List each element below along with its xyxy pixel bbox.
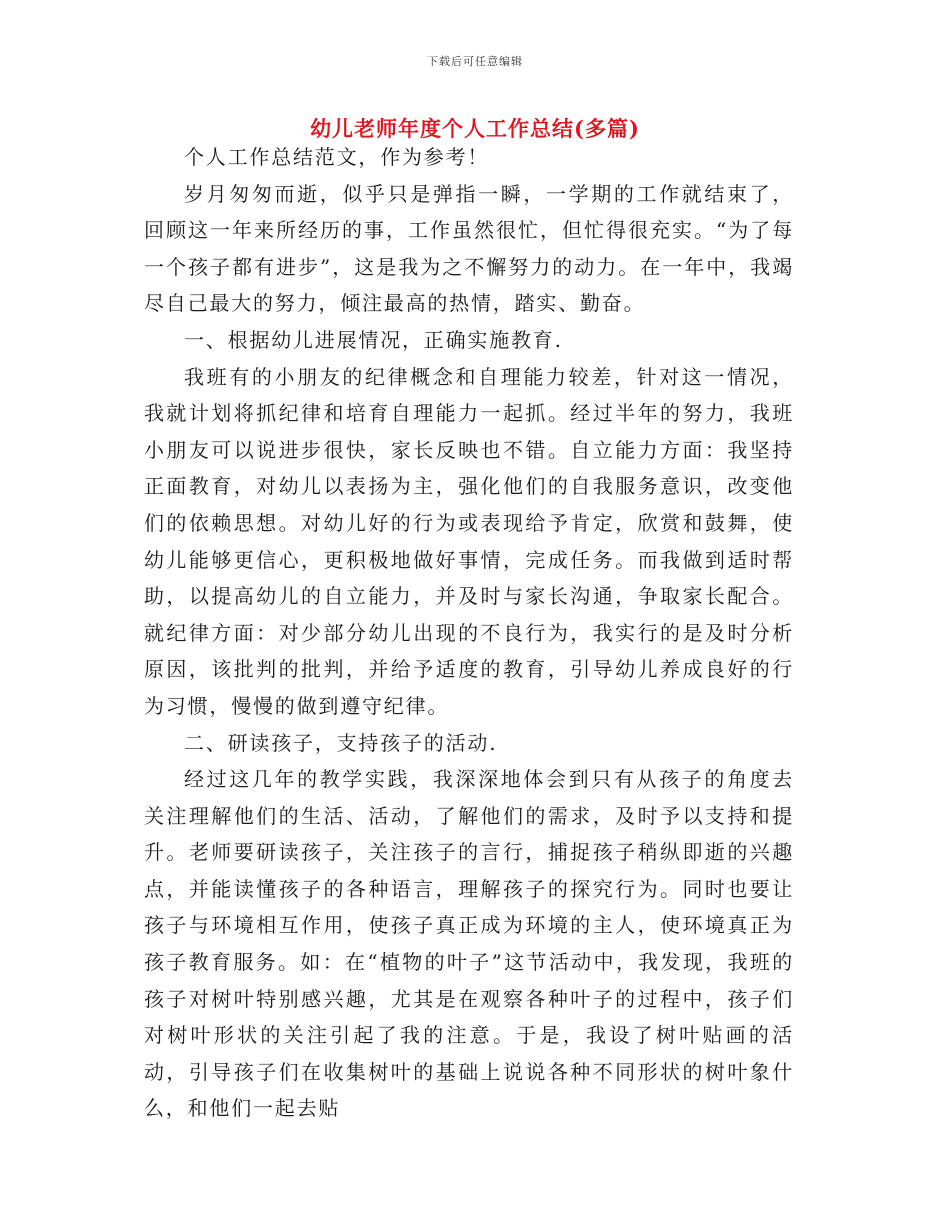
intro-paragraph: 个人工作总结范文，作为参考！ <box>184 145 490 169</box>
body-paragraph: 我班有的小朋友的纪律概念和自理能力较差，针对这一情况，我就计划将抓纪律和培育自理能力一起抓。经过半年的努力，我班小朋友可以说进步很快，家长反映也不错。自立能力方面：我坚持正面教育，对幼儿以表扬为主，强化他们的自我服务意识，改变他们的依赖思想。对幼儿好的行为或表现给予肯定，欣赏和鼓舞，使幼儿能够更信心，更积极地做好事情，完成任务。而我做到适时帮助，以提高幼儿的自立能力，并及时与家长沟通，争取家长配合。就纪律方面：对少部分幼儿出现的不良行为，我实行的是及时分析原因，该批判的批判，并给予适度的教育，引导幼儿养成良好的行为习惯，慢慢的做到遵守纪律。 <box>144 364 794 718</box>
section-heading-1: 一、根据幼儿进展情况，正确实施教育. <box>184 327 563 352</box>
document-body <box>144 139 794 1127</box>
header-note: 下载后可任意编辑 <box>427 55 523 68</box>
section-heading-2: 二、研读孩子，支持孩子的活动. <box>184 730 498 755</box>
document-title: 幼儿老师年度个人工作总结(多篇) <box>310 116 640 141</box>
body-paragraph: 岁月匆匆而逝，似乎只是弹指一瞬，一学期的工作就结束了，回顾这一年来所经历的事，工作虽然很忙，但忙得很充实。“为了每一个孩子都有进步”，这是我为之不懈努力的动力。在一年中，我竭尽自己最大的努力，倾注最高的热情，踏实、勤奋。 <box>144 181 794 316</box>
body-paragraph: 经过这几年的教学实践，我深深地体会到只有从孩子的角度去关注理解他们的生活、活动，了解他们的需求，及时予以支持和提升。老师要研读孩子，关注孩子的言行，捕捉孩子稍纵即逝的兴趣点，并能读懂孩子的各种语言，理解孩子的探究行为。同时也要让孩子与环境相互作用，使孩子真正成为环境的主人，使环境真正为孩子教育服务。如：在“植物的叶子”这节活动中，我发现，我班的孩子对树叶特别感兴趣，尤其是在观察各种叶子的过程中，孩子们对树叶形状的关注引起了我的注意。于是，我设了树叶贴画的活动，引导孩子们在收集树叶的基础上说说各种不同形状的树叶象什么，和他们一起去贴 <box>144 767 794 1121</box>
